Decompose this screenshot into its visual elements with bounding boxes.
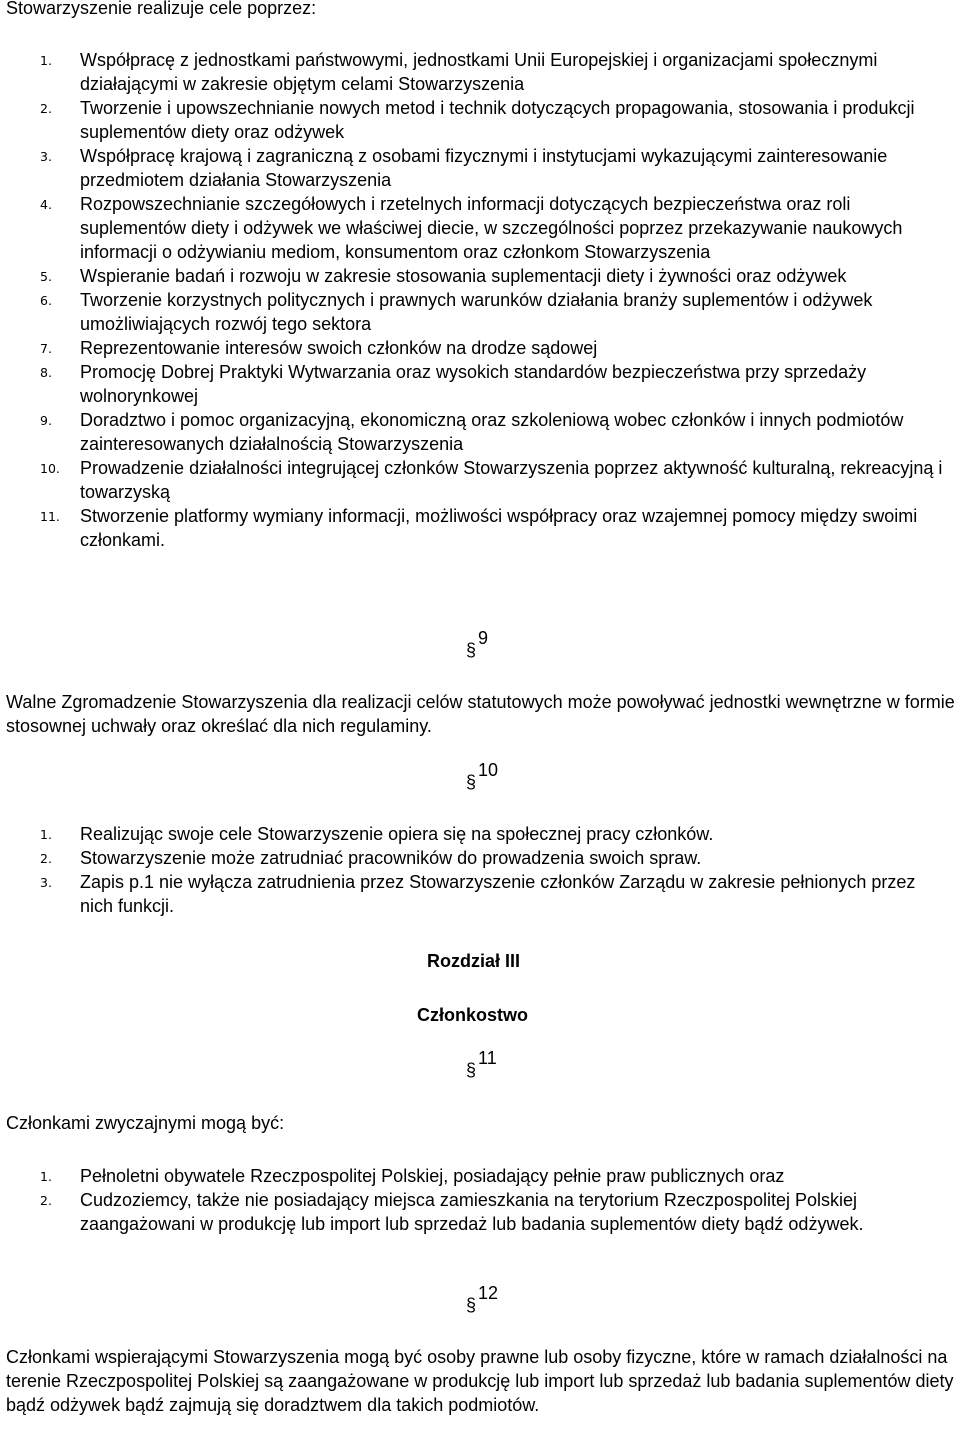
list-item xyxy=(0,408,952,456)
list-item-text: Cudzoziemcy, także nie posiadający miejsca zamieszkania na terytorium Rzeczpospolitej Polskiej zaangażowani w produkcję lub import lub sprzedaż lub badania suplementów diety bądź odżywek. xyxy=(80,1190,864,1234)
list-item-text: Stowarzyszenie może zatrudniać pracowników do prowadzenia swoich spraw. xyxy=(80,848,702,868)
list-item-text: Realizując swoje cele Stowarzyszenie opiera się na społecznej pracy członków. xyxy=(80,824,714,844)
list-item-number: 1. xyxy=(40,53,52,68)
section-symbol: § xyxy=(466,640,477,660)
list-item-number: 4. xyxy=(40,197,52,212)
section-symbol: § xyxy=(466,772,477,792)
list-item-text: Doradztwo i pomoc organizacyjną, ekonomiczną oraz szkoleniową wobec członków i innych podmiotów zainteresowanych działalnością Stowarzyszenia xyxy=(80,410,904,454)
list-item xyxy=(0,336,952,360)
list-item-number: 3. xyxy=(40,149,52,164)
list-item-number: 1. xyxy=(40,827,52,842)
section-9-heading xyxy=(466,626,489,660)
list-item-number: 2. xyxy=(40,101,52,116)
list-item-text: Wspieranie badań i rozwoju w zakresie stosowania suplementacji diety i żywności oraz odżywek xyxy=(80,266,847,286)
list-item xyxy=(0,288,952,336)
list-item xyxy=(0,360,952,408)
section-12-paragraph: Członkami wspierającymi Stowarzyszenia mogą być osoby prawne lub osoby fizyczne, które w ramach działalności na terenie Rzeczpospolitej Polskiej są zaangażowane w produkcję lub import lub sprzedaż lub badania suplementów diety bądź odżywek bądź zajmują się doradztwem dla takich podmiotów. xyxy=(6,1347,954,1415)
list-item-number: 1. xyxy=(40,1169,52,1184)
list-item-number: 7. xyxy=(40,341,52,356)
section-number: 11 xyxy=(478,1048,497,1068)
chapter-heading: Rozdział III xyxy=(427,951,521,971)
list-item-number: 10. xyxy=(40,461,60,476)
list-item xyxy=(0,504,952,552)
list-item xyxy=(0,192,952,264)
list-item-text: Stworzenie platformy wymiany informacji, możliwości współpracy oraz wzajemnej pomocy między swoimi członkami. xyxy=(80,506,918,550)
list-item-number: 5. xyxy=(40,269,52,284)
list-item xyxy=(0,456,952,504)
list-item-number: 8. xyxy=(40,365,52,380)
section-symbol: § xyxy=(466,1295,477,1315)
section-symbol: § xyxy=(466,1060,477,1080)
list-item-number: 6. xyxy=(40,293,52,308)
list-item-number: 11. xyxy=(40,509,60,524)
list-item xyxy=(0,822,952,846)
section-11-list xyxy=(0,1164,960,1236)
list-item-number: 3. xyxy=(40,875,52,890)
section-12-heading xyxy=(466,1281,499,1315)
list-item-text: Współpracę krajową i zagraniczną z osobami fizycznymi i instytucjami wykazującymi zainteresowanie przedmiotem działania Stowarzyszenia xyxy=(80,146,888,190)
list-item-number: 2. xyxy=(40,851,52,866)
list-item-number: 9. xyxy=(40,413,52,428)
section-number: 9 xyxy=(478,628,489,648)
intro-text: Stowarzyszenie realizuje cele poprzez: xyxy=(6,0,317,18)
chapter-title: Członkostwo xyxy=(417,1005,528,1025)
section-number: 10 xyxy=(478,760,499,780)
list-item-text: Zapis p.1 nie wyłącza zatrudnienia przez Stowarzyszenie członków Zarządu w zakresie pełnionych przez nich funkcji. xyxy=(80,872,916,916)
list-item-text: Promocję Dobrej Praktyki Wytwarzania oraz wysokich standardów bezpieczeństwa przy sprzedaży wolnorynkowej xyxy=(80,362,867,406)
list-item xyxy=(0,1188,952,1236)
list-item xyxy=(0,870,952,918)
list-item xyxy=(0,846,952,870)
section-9-paragraph: Walne Zgromadzenie Stowarzyszenia dla realizacji celów statutowych może powoływać jednostki wewnętrzne w formie stosownej uchwały oraz określać dla nich regulaminy. xyxy=(6,692,955,736)
list-item-number: 2. xyxy=(40,1193,52,1208)
section-11-paragraph: Członkami zwyczajnymi mogą być: xyxy=(6,1113,285,1133)
list-item-text: Reprezentowanie interesów swoich członków na drodze sądowej xyxy=(80,338,598,358)
list-item-text: Tworzenie korzystnych politycznych i prawnych warunków działania branży suplementów i odżywek umożliwiających rozwój tego sektora xyxy=(80,290,873,334)
list-item xyxy=(0,1164,952,1188)
section-10-heading xyxy=(466,758,499,792)
list-item xyxy=(0,96,952,144)
list-item-text: Tworzenie i upowszechnianie nowych metod i technik dotyczących propagowania, stosowania i produkcji suplementów diety oraz odżywek xyxy=(80,98,915,142)
list-item-text: Współpracę z jednostkami państwowymi, jednostkami Unii Europejskiej i organizacjami społecznymi działającymi w zakresie objętym celami Stowarzyszenia xyxy=(80,50,878,94)
list-item-text: Prowadzenie działalności integrującej członków Stowarzyszenia poprzez aktywność kulturalną, rekreacyjną i towarzyską xyxy=(80,458,943,502)
list-item xyxy=(0,264,952,288)
list-item-text: Rozpowszechnianie szczegółowych i rzetelnych informacji dotyczących bezpieczeństwa oraz roli suplementów diety i odżywek we właściwej diecie, w szczególności poprzez przekazywanie naukowych informacji o odżywianiu mediom, konsumentom oraz członkom Stowarzyszenia xyxy=(80,194,903,262)
section-11-heading xyxy=(466,1046,497,1080)
list-item-text: Pełnoletni obywatele Rzeczpospolitej Polskiej, posiadający pełnie praw publicznych oraz xyxy=(80,1166,785,1186)
list-item xyxy=(0,48,952,96)
list-item xyxy=(0,144,952,192)
section-number: 12 xyxy=(478,1283,499,1303)
goals-list xyxy=(0,48,960,552)
section-10-list xyxy=(0,822,960,918)
